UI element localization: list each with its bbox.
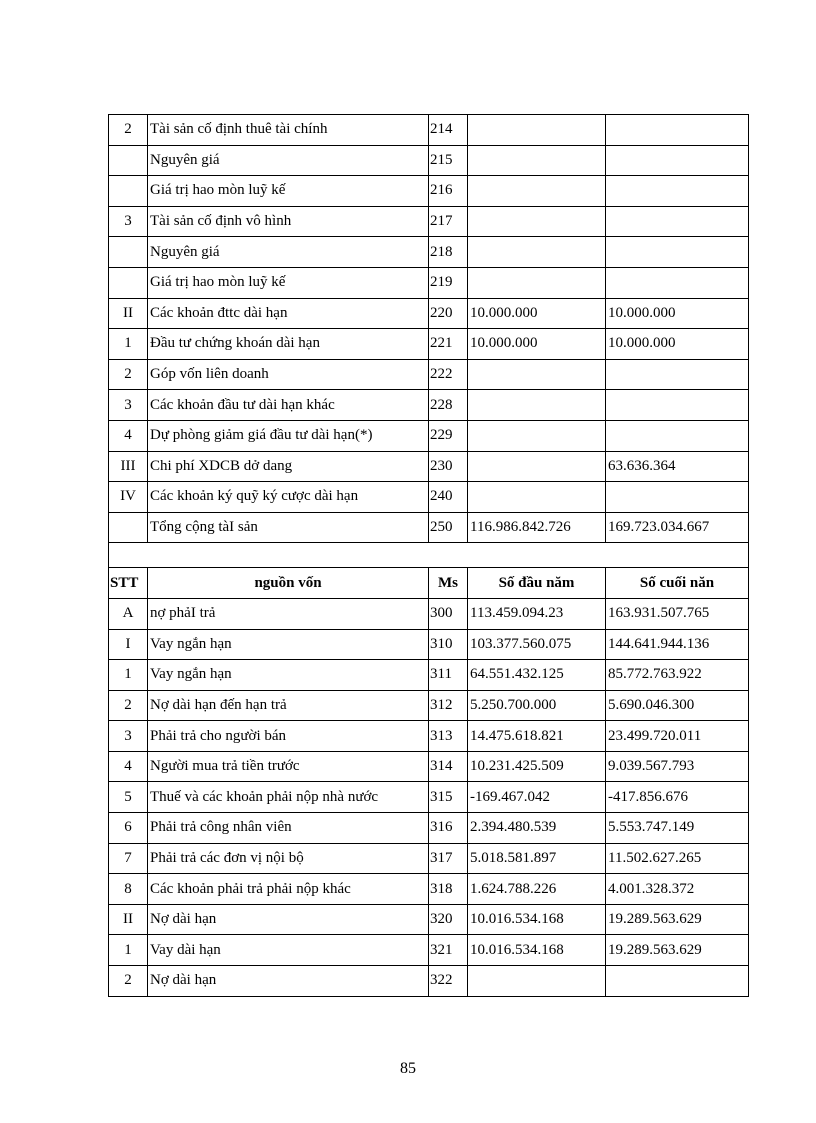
stt-cell [109,237,148,268]
stt-cell: II [109,904,148,935]
stt-cell: I [109,629,148,660]
cuoi-nam-cell: 5.690.046.300 [606,690,749,721]
dau-nam-cell: 10.016.534.168 [468,935,606,966]
cuoi-nam-cell [606,237,749,268]
stt-cell: 3 [109,390,148,421]
name-cell: Chi phí XDCB dở dang [148,451,429,482]
table-row [109,904,749,935]
cuoi-nam-cell: 163.931.507.765 [606,598,749,629]
ms-cell: 317 [429,843,468,874]
dau-nam-cell [468,206,606,237]
name-cell: Nợ dài hạn đến hạn trả [148,690,429,721]
column-header-row [109,568,749,599]
cuoi-nam-cell [606,115,749,146]
cuoi-nam-cell: 63.636.364 [606,451,749,482]
name-cell: Tổng cộng tàI sản [148,512,429,543]
ms-cell: 311 [429,660,468,691]
table-row [109,267,749,298]
cuoi-nam-cell: 85.772.763.922 [606,660,749,691]
stt-cell [109,176,148,207]
stt-cell: 1 [109,935,148,966]
cuoi-nam-cell: 11.502.627.265 [606,843,749,874]
stt-cell [109,512,148,543]
cuoi-nam-cell: -417.856.676 [606,782,749,813]
dau-nam-cell: 10.016.534.168 [468,904,606,935]
ms-cell: 220 [429,298,468,329]
table-row [109,660,749,691]
stt-cell: 4 [109,751,148,782]
cuoi-nam-cell [606,420,749,451]
assets-section [109,115,749,543]
ms-cell: 300 [429,598,468,629]
table-row [109,329,749,360]
dau-nam-cell: 116.986.842.726 [468,512,606,543]
blank-cell [109,543,749,568]
ms-cell: 214 [429,115,468,146]
table-row [109,206,749,237]
ms-cell: 321 [429,935,468,966]
ms-cell: 228 [429,390,468,421]
dau-nam-cell [468,115,606,146]
cuoi-nam-cell: 9.039.567.793 [606,751,749,782]
cuoi-nam-cell: 10.000.000 [606,329,749,360]
stt-cell: II [109,298,148,329]
cuoi-nam-cell: 4.001.328.372 [606,874,749,905]
ms-cell: 216 [429,176,468,207]
name-cell: Các khoản đttc dài hạn [148,298,429,329]
dau-nam-cell: 14.475.618.821 [468,721,606,752]
name-cell: Đầu tư chứng khoán dài hạn [148,329,429,360]
stt-cell: 3 [109,206,148,237]
ms-cell: 250 [429,512,468,543]
table-row [109,874,749,905]
table-row [109,359,749,390]
table-row [109,512,749,543]
dau-nam-cell [468,237,606,268]
ms-cell: 222 [429,359,468,390]
ms-cell: 218 [429,237,468,268]
capital-section [109,598,749,996]
dau-nam-cell: 10.000.000 [468,329,606,360]
name-cell: Nợ dài hạn [148,966,429,997]
table-row [109,598,749,629]
table-row [109,176,749,207]
dau-nam-cell: 10.000.000 [468,298,606,329]
blank-separator-row [109,543,749,568]
stt-cell: 1 [109,329,148,360]
name-cell: Người mua trả tiền trước [148,751,429,782]
dau-nam-cell: -169.467.042 [468,782,606,813]
dau-nam-cell [468,966,606,997]
table-row [109,115,749,146]
name-cell: Các khoản ký quỹ ký cược dài hạn [148,482,429,513]
table-row [109,451,749,482]
dau-nam-cell [468,267,606,298]
ms-cell: 313 [429,721,468,752]
table-row [109,390,749,421]
table-row [109,298,749,329]
dau-nam-cell [468,390,606,421]
cuoi-nam-cell: 10.000.000 [606,298,749,329]
name-cell: Các khoản đầu tư dài hạn khác [148,390,429,421]
ms-cell: 314 [429,751,468,782]
header-name: nguồn vốn [148,568,429,599]
ms-cell: 315 [429,782,468,813]
header-ms: Ms [429,568,468,599]
stt-cell: 2 [109,115,148,146]
ms-cell: 230 [429,451,468,482]
dau-nam-cell: 113.459.094.23 [468,598,606,629]
dau-nam-cell: 64.551.432.125 [468,660,606,691]
table-row [109,482,749,513]
dau-nam-cell: 2.394.480.539 [468,813,606,844]
stt-cell: 5 [109,782,148,813]
stt-cell [109,267,148,298]
ms-cell: 312 [429,690,468,721]
table-row [109,935,749,966]
name-cell: Góp vốn liên doanh [148,359,429,390]
cuoi-nam-cell [606,267,749,298]
page-number: 85 [400,1060,416,1077]
ms-cell: 219 [429,267,468,298]
name-cell: Phải trả cho người bán [148,721,429,752]
cuoi-nam-cell [606,145,749,176]
name-cell: nợ phảI trả [148,598,429,629]
ms-cell: 316 [429,813,468,844]
stt-cell: IV [109,482,148,513]
dau-nam-cell: 5.250.700.000 [468,690,606,721]
name-cell: Các khoản phải trả phải nộp khác [148,874,429,905]
stt-cell: 8 [109,874,148,905]
table-row [109,145,749,176]
stt-cell: 2 [109,359,148,390]
name-cell: Phải trả công nhân viên [148,813,429,844]
name-cell: Nguyên giá [148,237,429,268]
table-row [109,782,749,813]
name-cell: Phải trả các đơn vị nội bộ [148,843,429,874]
name-cell: Giá trị hao mòn luỹ kế [148,267,429,298]
ms-cell: 318 [429,874,468,905]
stt-cell: III [109,451,148,482]
cuoi-nam-cell: 5.553.747.149 [606,813,749,844]
stt-cell: 6 [109,813,148,844]
dau-nam-cell [468,420,606,451]
stt-cell: 2 [109,690,148,721]
ms-cell: 229 [429,420,468,451]
dau-nam-cell [468,482,606,513]
dau-nam-cell [468,176,606,207]
dau-nam-cell: 1.624.788.226 [468,874,606,905]
cuoi-nam-cell [606,176,749,207]
cuoi-nam-cell: 144.641.944.136 [606,629,749,660]
cuoi-nam-cell: 169.723.034.667 [606,512,749,543]
cuoi-nam-cell [606,206,749,237]
name-cell: Vay dài hạn [148,935,429,966]
table-row [109,420,749,451]
cuoi-nam-cell: 23.499.720.011 [606,721,749,752]
stt-cell: A [109,598,148,629]
separator-section [109,543,749,568]
ms-cell: 217 [429,206,468,237]
cuoi-nam-cell [606,966,749,997]
name-cell: Vay ngắn hạn [148,660,429,691]
name-cell: Nợ dài hạn [148,904,429,935]
table-row [109,237,749,268]
stt-cell: 3 [109,721,148,752]
cuoi-nam-cell [606,390,749,421]
table-row [109,813,749,844]
ms-cell: 240 [429,482,468,513]
ms-cell: 310 [429,629,468,660]
table-row [109,721,749,752]
stt-cell: 4 [109,420,148,451]
dau-nam-cell: 10.231.425.509 [468,751,606,782]
ms-cell: 221 [429,329,468,360]
balance-sheet-table [108,114,749,997]
ms-cell: 322 [429,966,468,997]
name-cell: Tài sản cố định vô hình [148,206,429,237]
cuoi-nam-cell [606,482,749,513]
dau-nam-cell [468,451,606,482]
table-row [109,629,749,660]
dau-nam-cell: 103.377.560.075 [468,629,606,660]
stt-cell: 2 [109,966,148,997]
cuoi-nam-cell: 19.289.563.629 [606,904,749,935]
header-section [109,568,749,599]
name-cell: Giá trị hao mòn luỹ kế [148,176,429,207]
stt-cell: 1 [109,660,148,691]
header-stt: STT [109,568,148,599]
cuoi-nam-cell: 19.289.563.629 [606,935,749,966]
table-row [109,690,749,721]
ms-cell: 215 [429,145,468,176]
table-row [109,843,749,874]
name-cell: Vay ngắn hạn [148,629,429,660]
dau-nam-cell: 5.018.581.897 [468,843,606,874]
name-cell: Dự phòng giảm giá đầu tư dài hạn(*) [148,420,429,451]
name-cell: Nguyên giá [148,145,429,176]
cuoi-nam-cell [606,359,749,390]
ms-cell: 320 [429,904,468,935]
header-cuoi-nam: Số cuối năn [606,568,749,599]
stt-cell [109,145,148,176]
name-cell: Thuế và các khoản phải nộp nhà nước [148,782,429,813]
dau-nam-cell [468,145,606,176]
table-row [109,751,749,782]
stt-cell: 7 [109,843,148,874]
dau-nam-cell [468,359,606,390]
header-dau-nam: Số đầu năm [468,568,606,599]
name-cell: Tài sản cố định thuê tài chính [148,115,429,146]
table-row [109,966,749,997]
